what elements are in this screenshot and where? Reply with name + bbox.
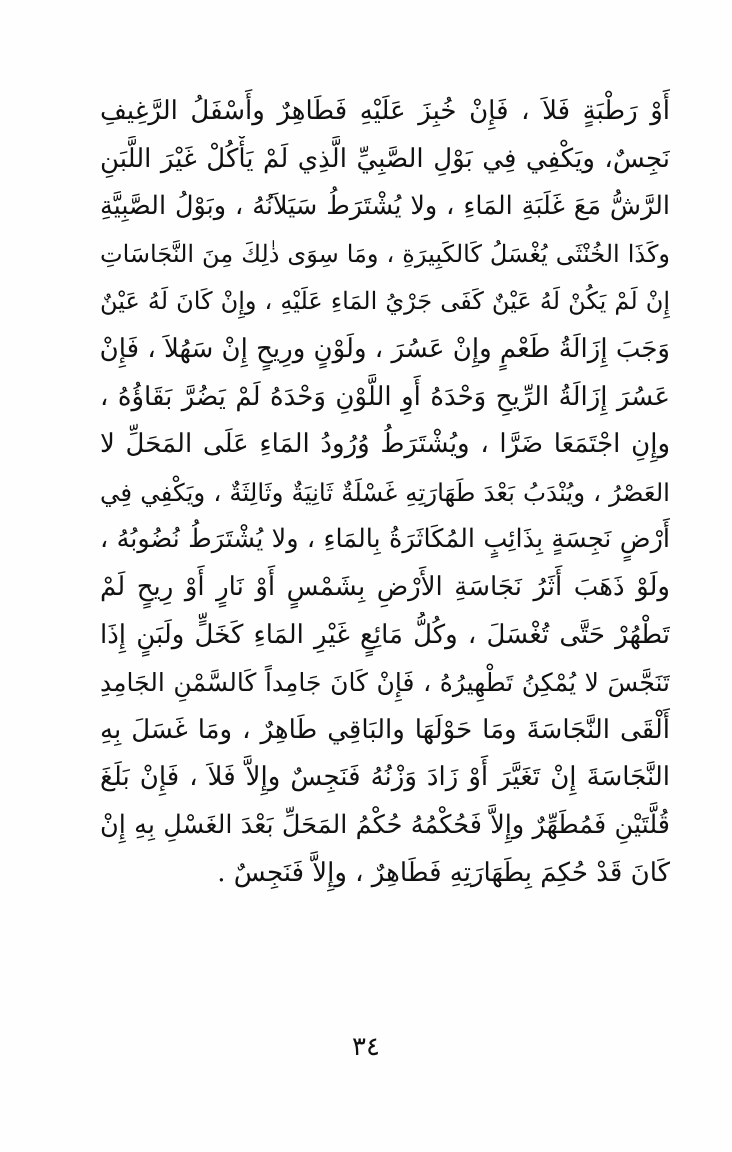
text-line-5: إِنْ لَمْ يَكُنْ لَهُ عَيْنٌ كَفَى جَرْيُ المَاءِ عَلَيْهِ ، وإِنْ كَانَ لَهُ عَيْنٌ xyxy=(100,287,670,316)
text-line-15: النَّجَاسَةَ إِنْ تَغَيَّرَ أَوْ زَادَ وَزْنُهُ فَنَجِسٌ وإِلاَّ فَلاَ ، فَإِنْ بَلَغَ xyxy=(100,762,670,793)
text-line-12: تَطْهُرْ حَتَّى تُغْسَلَ ، وكُلُّ مَائِعٍ غَيْرِ المَاءِ كَخَلٍّ ولَبَنٍ إِذَا xyxy=(100,619,670,650)
text-line-9: العَصْرُ ، ويُنْدَبُ بَعْدَ طَهَارَتِهِ غَسْلَةٌ ثَانِيَةٌ وثَالِثَةٌ ، ويَكْفِي فِي xyxy=(100,477,670,507)
text-line-4: وكَذَا الخُنْثَى يُغْسَلُ كَالكَبِيرَةِ ، ومَا سِوَى ذٰلِكَ مِنَ النَّجَاسَاتِ xyxy=(100,239,670,268)
text-line-8: وإِنِ اجْتَمَعَا ضَرَّا ، ويُشْتَرَطُ وُرُودُ المَاءِ عَلَى المَحَلِّ لا xyxy=(100,429,670,460)
text-line-11: ولَوْ ذَهَبَ أَثَرُ نَجَاسَةِ الأَرْضِ بِشَمْسٍ أَوْ نَارٍ أَوْ رِيحٍ لَمْ xyxy=(100,571,670,602)
page-number: ٣٤ xyxy=(352,1032,380,1062)
text-line-13: تَنَجَّسَ لا يُمْكِنُ تَطْهِيرُهُ ، فَإِنْ كَانَ جَامِداً كَالسَّمْنِ الجَامِدِ xyxy=(100,668,670,698)
body-text xyxy=(100,88,670,897)
text-line-6: وَجَبَ إِزَالَةُ طَعْمٍ وإِنْ عَسُرَ ، ولَوْنٍ ورِيحٍ إِنْ سَهُلاَ ، فَإِنْ xyxy=(100,333,670,364)
text-line-16: قُلَّتَيْنِ فَمُطَهِّرٌ وإِلاَّ فَحُكْمُهُ حُكْمُ المَحَلِّ بَعْدَ الغَسْلِ بِهِ إِنْ xyxy=(100,809,670,840)
text-line-10: أَرْضٍ نَجِسَةٍ بِذَائِبٍ المُكَاثَرَةُ بِالمَاءِ ، ولا يُشْتَرَطُ نُضُوبُهُ ، xyxy=(100,524,670,555)
text-line-1: أَوْ رَطْبَةٍ فَلاَ ، فَإِنْ خُبِزَ عَلَيْهِ فَطَاهِرٌ وأَسْفَلُ الرَّغِيفِ xyxy=(100,96,670,126)
text-line-7: عَسُرَ إِزَالَةُ الرِّيحِ وَحْدَهُ أَوِ اللَّوْنِ وَحْدَهُ لَمْ يَضُرَّ بَقَاؤُهُ ، xyxy=(100,381,670,412)
text-line-3: الرَّشُّ مَعَ غَلَبَةِ المَاءِ ، ولا يُشْتَرَطُ سَيَلاَنُهُ ، وبَوْلُ الصَّبِيَّةِ xyxy=(100,191,670,222)
text-line-2: نَجِسٌ، ويَكْفِي فِي بَوْلِ الصَّبِيِّ الَّذِي لَمْ يَأْكُلْ غَيْرَ اللَّبَنِ xyxy=(100,143,670,174)
text-line-14: أَلْقَى النَّجَاسَةَ ومَا حَوْلَهَا والبَاقِي طَاهِرٌ ، ومَا غَسَلَ بِهِ xyxy=(100,714,670,745)
text-line-17: كَانَ قَدْ حُكِمَ بِطَهَارَتِهِ فَطَاهِرٌ ، وإِلاَّ فَنَجِسٌ . xyxy=(217,857,670,888)
